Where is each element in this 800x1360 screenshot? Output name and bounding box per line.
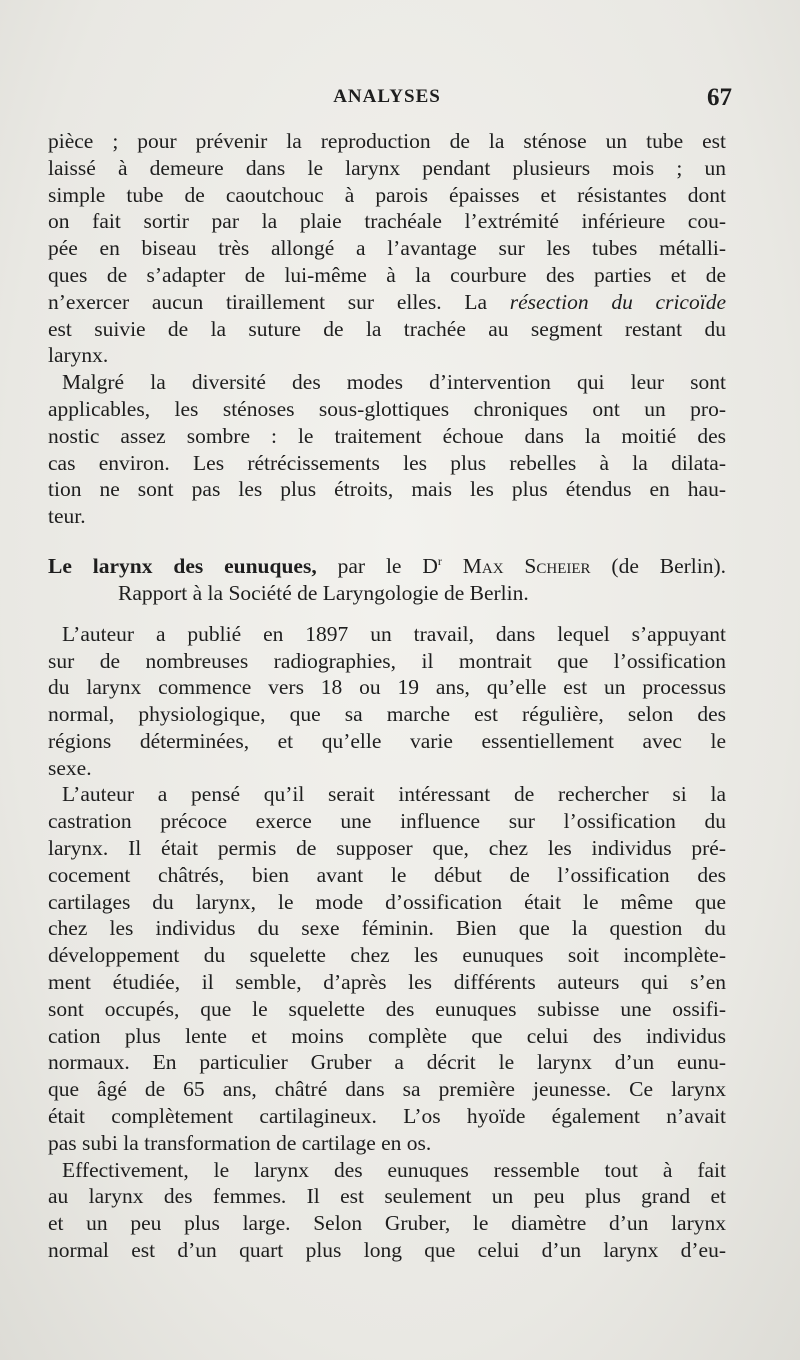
text-line: que âgé de 65 ans, châtré dans sa première jeunesse. Ce larynx — [48, 1077, 726, 1102]
section-gap — [48, 607, 726, 621]
byline-sup: r — [437, 553, 442, 568]
text-line: pas subi la transformation de cartilage en os. — [48, 1130, 432, 1155]
author-location: (de Berlin). — [611, 554, 727, 579]
text-line: du larynx commence vers 18 ou 19 ans, qu’elle est un processus — [48, 675, 726, 700]
text-line: régions déterminées, et qu’elle varie essentiellement avec le — [48, 728, 726, 753]
text-line: normal, physiologique, que sa marche est régulière, selon des — [48, 702, 726, 727]
text-line: et un peu plus large. Selon Gruber, le diamètre d’un larynx — [48, 1211, 726, 1236]
text-line: au larynx des femmes. Il est seulement un peu plus grand et — [48, 1184, 726, 1209]
text-line: ques de s’adapter de lui-même à la courbure des parties et de — [48, 262, 726, 287]
paragraph-2 — [48, 369, 726, 530]
text-line: cocement châtrés, bien avant le début de l’ossification des — [48, 862, 726, 887]
text-line — [48, 289, 726, 316]
text-line: Effectivement, le larynx des eunuques ressemble tout à fait — [62, 1157, 726, 1182]
text-line: Malgré la diversité des modes d’intervention qui leur sont — [62, 370, 726, 395]
italic-phrase: résection du cricoïde — [509, 289, 726, 314]
body-text — [48, 128, 726, 1264]
paragraph-4 — [48, 781, 726, 1156]
text-line: développement du squelette chez les eunuques soit incomplète- — [48, 943, 726, 968]
text-line: nostic assez sombre : le traitement échoue dans la moitié des — [48, 423, 726, 448]
text-line: laissé à demeure dans le larynx pendant plusieurs mois ; un — [48, 155, 726, 180]
running-title: ANALYSES — [333, 86, 441, 107]
text-line: castration précoce exerce une influence sur l’ossification du — [48, 809, 726, 834]
running-header — [48, 84, 732, 116]
text-line: cation plus lente et moins complète que celui des individus — [48, 1023, 726, 1048]
text-line: normaux. En particulier Gruber a décrit le larynx d’un eunu- — [48, 1050, 726, 1075]
section-gap — [48, 530, 726, 548]
text-line: était complètement cartilagineux. L’os hyoïde également n’avait — [48, 1104, 726, 1129]
text-line: pièce ; pour prévenir la reproduction de la sténose un tube est — [48, 129, 726, 153]
text-line: pée en biseau très allongé a l’avantage sur les tubes métalli- — [48, 236, 726, 261]
paragraph-1 — [48, 128, 726, 369]
text-line: sur de nombreuses radiographies, il montrait que l’ossification — [48, 648, 726, 673]
article-title: Le larynx des eunuques, — [48, 554, 317, 579]
text-line: larynx. Il était permis de supposer que, chez les individus pré- — [48, 836, 726, 861]
text-line: ment étudiée, il semble, d’après les différents auteurs qui s’en — [48, 970, 726, 995]
text-line: on fait sortir par la plaie trachéale l’extrémité inférieure cou- — [48, 209, 726, 234]
text-line: sont occupés, que le squelette des eunuques subisse une ossifi- — [48, 996, 726, 1021]
text-line: chez les individus du sexe féminin. Bien que la question du — [48, 916, 726, 941]
text-line: L’auteur a publié en 1897 un travail, dans lequel s’appuyant — [62, 621, 726, 646]
article-subtitle: Rapport à la Société de Laryngologie de Berlin. — [118, 580, 529, 605]
paragraph-3 — [48, 621, 726, 782]
text-line: larynx. — [48, 343, 109, 368]
author-name: Max Scheier — [462, 554, 591, 579]
text-line: sexe. — [48, 755, 92, 780]
byline-prefix: par le D — [337, 554, 438, 579]
text-line: cartilages du larynx, le mode d’ossification était le même que — [48, 889, 726, 914]
article-heading — [48, 548, 726, 580]
paragraph-5 — [48, 1157, 726, 1264]
text-line: simple tube de caoutchouc à parois épaisses et résistantes dont — [48, 182, 726, 207]
text-line: tion ne sont pas les plus étroits, mais les plus étendus en hau- — [48, 477, 726, 502]
text-line: normal est d’un quart plus long que celui d’un larynx d’eu- — [48, 1238, 726, 1263]
page-number: 67 — [707, 84, 732, 111]
text-segment: n’exercer aucun tiraillement sur elles. La — [48, 289, 488, 314]
text-line: est suivie de la suture de la trachée au segment restant du — [48, 316, 726, 341]
text-line: L’auteur a pensé qu’il serait intéressant de rechercher si la — [62, 782, 726, 807]
text-line: applicables, les sténoses sous-glottiques chroniques ont un pro- — [48, 396, 726, 421]
text-line: teur. — [48, 504, 86, 529]
text-line: cas environ. Les rétrécissements les plus rebelles à la dilata- — [48, 450, 726, 475]
